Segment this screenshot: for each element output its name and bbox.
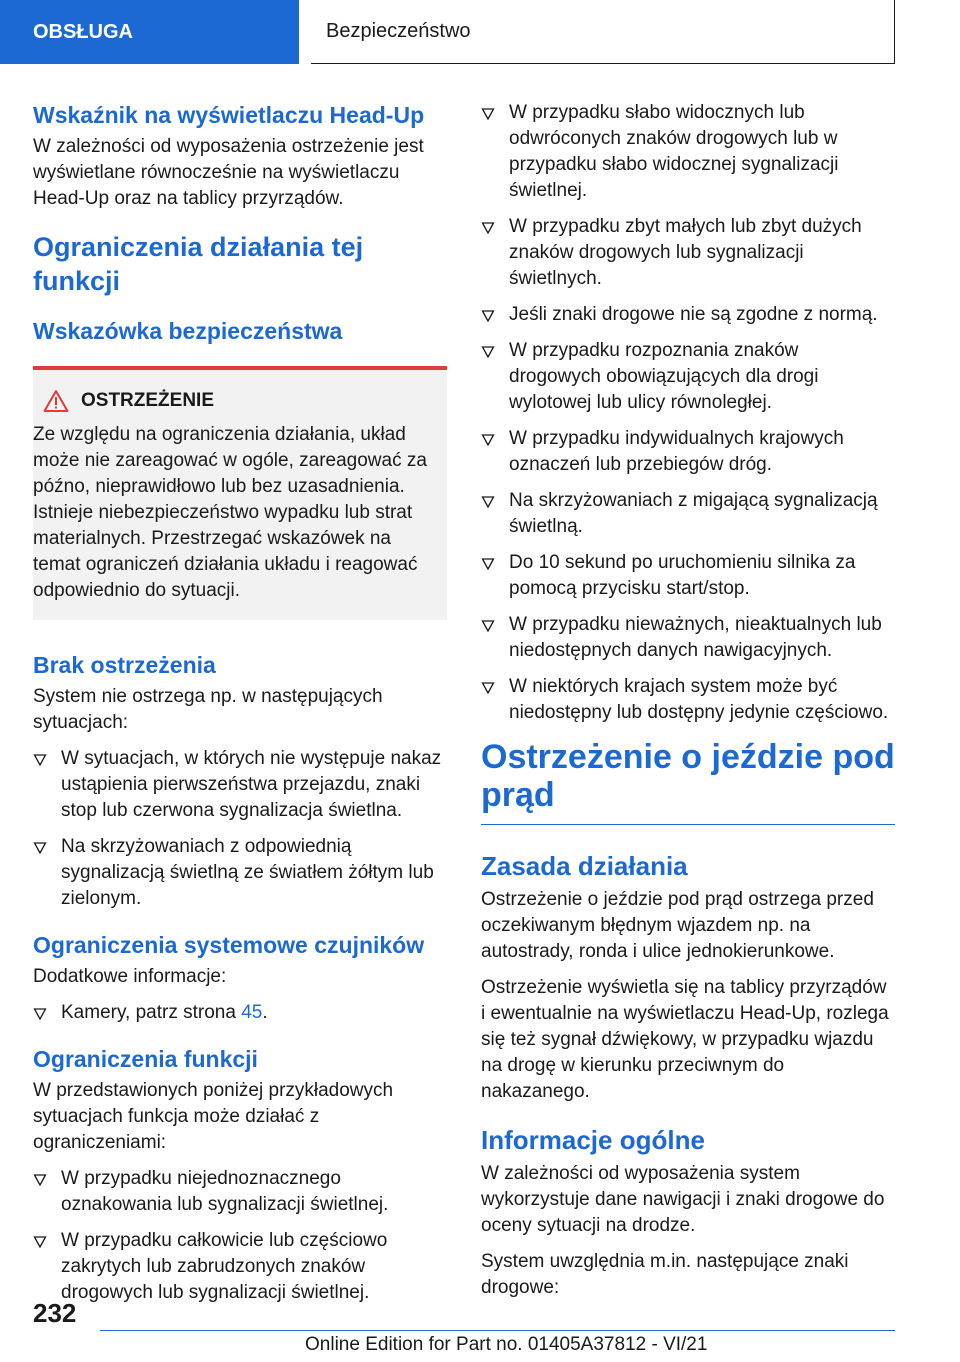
func-heading: Ograniczenia funkcji (33, 1046, 258, 1072)
list-item (481, 100, 895, 204)
list-item (33, 1228, 447, 1306)
header-section-label: OBSŁUGA (33, 20, 133, 43)
list-item-text: W przypadku nieważnych, nieaktualnych lub niedostępnych danych nawigacyjnych. (509, 614, 882, 661)
bullet-triangle-icon (33, 1173, 47, 1187)
list-item-text: W przypadku rozpoznania znaków drogowych obowiązujących dla drogi wylotowej lub ulicy równoległej. (509, 340, 819, 413)
safety-heading: Wskazówka bezpieczeństwa (33, 318, 343, 344)
general-heading: Informacje ogólne (481, 1125, 705, 1155)
list-item-text: W przypadku zbyt małych lub zbyt dużych znaków drogowych lub sygnalizacji świetlnych. (509, 216, 862, 289)
list-item-text: W przypadku całkowicie lub częściowo zakrytych lub zabrudzonych znaków drogowych lub sygnalizacji świetlnej. (61, 1230, 388, 1303)
warning-title: OSTRZEŻENIE (81, 390, 215, 411)
footer-edition: Online Edition for Part no. 01405A37812 - VI/21 (305, 1334, 708, 1355)
bullet-triangle-icon (33, 1007, 47, 1021)
list-item-text: Na skrzyżowaniach z migającą sygnalizacją świetlną. (509, 490, 878, 537)
list-item (33, 834, 447, 912)
sensor-list (33, 1000, 447, 1026)
bullet-triangle-icon (481, 495, 495, 509)
sensor-heading: Ograniczenia systemowe czujników (33, 932, 425, 958)
bullet-triangle-icon (481, 345, 495, 359)
no-warning-text: System nie ostrzega np. w następujących sytuacjach: (33, 686, 383, 733)
bullet-triangle-icon (481, 309, 495, 323)
list-item (33, 746, 447, 824)
principle-p1: Ostrzeżenie o jeździe pod prąd ostrzega przed oczekiwanym błędnym wjazdem np. na autostrady, ronda i ulice jednokierunkowe. (481, 889, 874, 962)
list-item (481, 550, 895, 602)
left-column (33, 100, 447, 1318)
list-item-text: W przypadku indywidualnych krajowych oznaczeń lub przebiegów dróg. (509, 428, 844, 475)
principle-heading: Zasada działania (481, 851, 688, 881)
list-item-text: W przypadku słabo widocznych lub odwróconych znaków drogowych lub w przypadku słabo widocznej sygnalizacji świetlnej. (509, 102, 839, 201)
limits-list-continued (481, 100, 895, 726)
func-list (33, 1166, 447, 1306)
warning-text: Ze względu na ograniczenia działania, układ może nie zareagować w ogóle, zareagować za późno, nieprawidłowo lub bez uzasadnienia. Istnieje niebezpieczeństwo wypadku lub strat materialnych. Przestrzegać wskazówek na temat ograniczeń działania układu i reagować odpowiednio do sytuacji. (33, 424, 427, 601)
bullet-triangle-icon (481, 221, 495, 235)
general-p1: W zależności od wyposażenia system wykorzystuje dane nawigacji i znaki drogowe do oceny sytuacji na drodze. (481, 1163, 885, 1236)
page-link-45[interactable]: 45 (241, 1002, 263, 1023)
list-item-text: Na skrzyżowaniach z odpowiednią sygnalizacją świetlną ze światłem żółtym lub zielonym. (61, 836, 434, 909)
bullet-triangle-icon (33, 841, 47, 855)
list-item (481, 426, 895, 478)
header-title-box (311, 0, 895, 64)
list-item-text: W przypadku niejednoznacznego oznakowania lub sygnalizacji świetlnej. (61, 1168, 389, 1215)
hud-text: W zależności od wyposażenia ostrzeżenie jest wyświetlane równocześnie na wyświetlaczu Head-Up oraz na tablicy przyrządów. (33, 136, 424, 209)
wrongway-heading: Ostrzeżenie o jeździe pod prąd (481, 738, 895, 814)
bullet-triangle-icon (481, 681, 495, 695)
general-p2: System uwzględnia m.in. następujące znaki drogowe: (481, 1251, 849, 1298)
list-item (481, 302, 895, 328)
list-item (481, 612, 895, 664)
page-number: 232 (33, 1298, 77, 1328)
warning-header (33, 388, 433, 414)
warning-triangle-icon (43, 389, 69, 413)
bullet-triangle-icon (481, 107, 495, 121)
sensor-item-suffix: . (262, 1002, 268, 1023)
list-item-text: Do 10 sekund po uruchomieniu silnika za pomocą przycisku start/stop. (509, 552, 856, 599)
list-item (33, 1166, 447, 1218)
bullet-triangle-icon (481, 557, 495, 571)
right-column (481, 100, 895, 1311)
footer-rule (100, 1330, 895, 1331)
list-item (481, 214, 895, 292)
sensor-text: Dodatkowe informacje: (33, 966, 227, 987)
limits-heading: Ograniczenia działania tej funkcji (33, 232, 364, 296)
no-warning-heading: Brak ostrzeżenia (33, 652, 216, 678)
bullet-triangle-icon (481, 433, 495, 447)
list-item-text: W sytuacjach, w których nie występuje nakaz ustąpienia pierwszeństwa przejazdu, znaki stop lub czerwona sygnalizacja świetlna. (61, 748, 442, 821)
list-item-text: W niektórych krajach system może być niedostępny lub dostępny jedynie częściowo. (509, 676, 889, 723)
bullet-triangle-icon (481, 619, 495, 633)
bullet-triangle-icon (33, 753, 47, 767)
list-item (481, 674, 895, 726)
list-item (33, 1000, 447, 1026)
list-item-text: Jeśli znaki drogowe nie są zgodne z normą. (509, 304, 878, 325)
list-item (481, 338, 895, 416)
hud-heading: Wskaźnik na wyświetlaczu Head-Up (33, 102, 425, 128)
list-item (481, 488, 895, 540)
func-text: W przedstawionych poniżej przykładowych sytuacjach funkcja może działać z ograniczeniami: (33, 1080, 394, 1153)
header-title: Bezpieczeństwo (326, 20, 471, 42)
sensor-item-prefix: Kamery, patrz strona (61, 1002, 236, 1023)
header-section-tab (0, 0, 299, 64)
principle-p2: Ostrzeżenie wyświetla się na tablicy przyrządów i ewentualnie na wyświetlaczu Head-Up, rozlega się też sygnał dźwiękowy, w przypadku wjazdu na drogę w kierunku przeciwnym do nakazanego. (481, 977, 889, 1102)
no-warning-list (33, 746, 447, 912)
heading-rule (481, 824, 895, 825)
warning-box (33, 366, 447, 620)
bullet-triangle-icon (33, 1235, 47, 1249)
